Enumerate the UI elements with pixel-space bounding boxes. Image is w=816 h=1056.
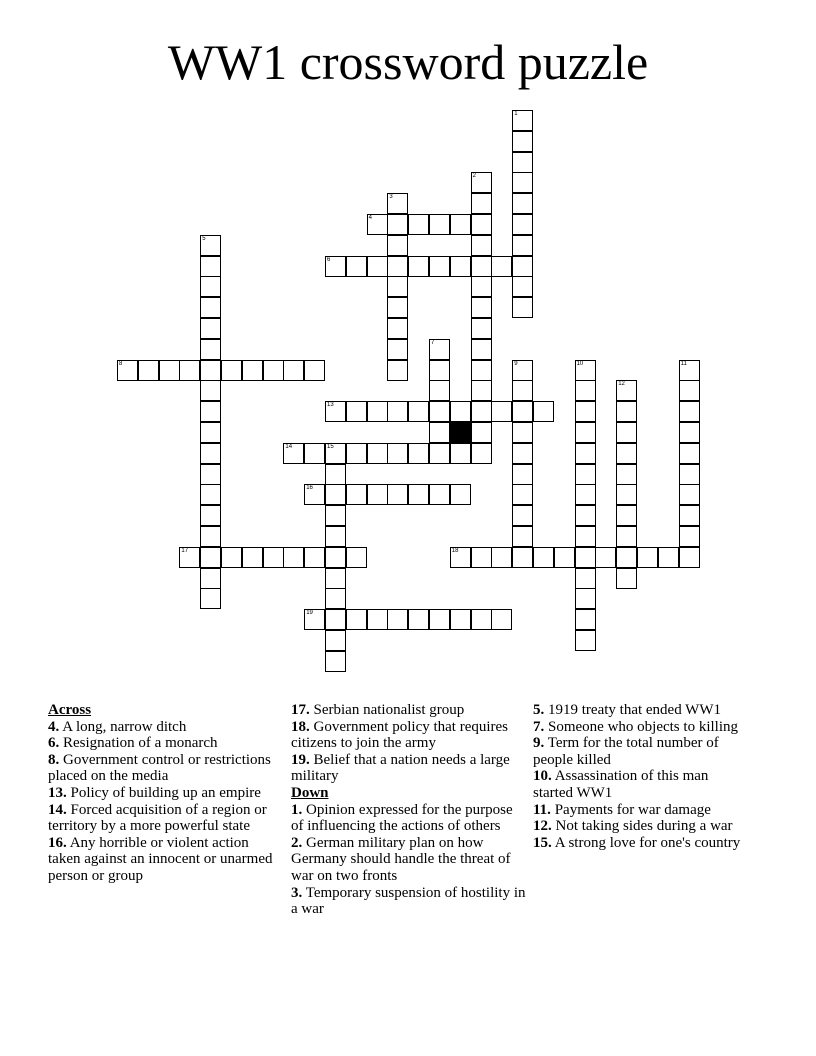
grid-cell[interactable] <box>450 443 471 464</box>
grid-cell[interactable] <box>450 484 471 505</box>
clue-across-16: 16. Any horrible or violent action taken against an innocent or unarmed person or group <box>48 834 273 884</box>
grid-cell[interactable] <box>200 464 221 485</box>
clues-column-3 <box>533 702 748 851</box>
clue-number-3: 3 <box>389 194 393 201</box>
grid-cell[interactable] <box>304 484 325 505</box>
grid-cell[interactable] <box>658 547 679 568</box>
clue-down-10: 10. Assassination of this man started WW1 <box>533 768 709 801</box>
grid-cell[interactable] <box>387 484 408 505</box>
grid-cell[interactable] <box>575 443 596 464</box>
clue-across-4: 4. A long, narrow ditch <box>48 718 187 735</box>
grid-cell[interactable] <box>679 547 700 568</box>
grid-cell[interactable] <box>512 256 533 277</box>
clue-number-18: 18 <box>451 547 459 554</box>
grid-cell[interactable] <box>637 547 658 568</box>
grid-cell[interactable] <box>471 256 492 277</box>
grid-cell[interactable] <box>491 401 512 422</box>
grid-cell[interactable] <box>471 235 492 256</box>
grid-cell[interactable] <box>346 401 367 422</box>
grid-cell[interactable] <box>325 401 346 422</box>
clue-number-19: 19 <box>306 610 313 617</box>
clue-down-2: 2. German military plan on how Germany should handle the threat of war on two fronts <box>291 834 511 884</box>
grid-cell[interactable] <box>325 256 346 277</box>
grid-cell[interactable] <box>471 193 492 214</box>
grid-cell[interactable] <box>491 609 512 630</box>
grid-cell[interactable] <box>387 256 408 277</box>
grid-cell[interactable] <box>200 401 221 422</box>
clue-down-12: 12. Not taking sides during a war <box>533 818 733 835</box>
clue-down-5: 5. 1919 treaty that ended WW1 <box>533 702 721 718</box>
grid-cell[interactable] <box>429 443 450 464</box>
grid-cell[interactable] <box>429 360 450 381</box>
grid-cell[interactable] <box>575 505 596 526</box>
grid-cell[interactable] <box>679 526 700 547</box>
grid-cell[interactable] <box>616 568 637 589</box>
grid-cell[interactable] <box>450 214 471 235</box>
grid-cell[interactable] <box>200 588 221 609</box>
grid-cell[interactable] <box>283 443 304 464</box>
clue-number-7: 7 <box>431 339 435 346</box>
grid-cell[interactable] <box>367 256 388 277</box>
grid-cell[interactable] <box>325 526 346 547</box>
clue-number-15: 15 <box>327 443 334 450</box>
grid-cell[interactable] <box>512 401 533 422</box>
grid-cell[interactable] <box>325 568 346 589</box>
page-title: WW1 crossword puzzle <box>167 34 649 90</box>
grid-cell[interactable] <box>512 276 533 297</box>
grid-cell[interactable] <box>491 256 512 277</box>
grid-cell[interactable] <box>387 193 408 214</box>
grid-cell[interactable] <box>325 588 346 609</box>
grid-cell[interactable] <box>575 380 596 401</box>
grid-cell[interactable] <box>575 464 596 485</box>
down-heading: Down <box>291 784 329 801</box>
grid-cell[interactable] <box>367 401 388 422</box>
black-square <box>450 422 471 443</box>
grid-cell[interactable] <box>200 297 221 318</box>
grid-cell[interactable] <box>283 360 304 381</box>
grid-cell[interactable] <box>575 588 596 609</box>
grid-cell[interactable] <box>325 651 346 672</box>
grid-cell[interactable] <box>387 360 408 381</box>
clue-down-15: 15. A strong love for one's country <box>533 834 741 851</box>
across-heading: Across <box>48 702 92 718</box>
grid-cell[interactable] <box>179 360 200 381</box>
clue-number-6: 6 <box>327 256 331 263</box>
grid-cell[interactable] <box>429 256 450 277</box>
grid-cell[interactable] <box>679 464 700 485</box>
grid-cell[interactable] <box>325 547 346 568</box>
grid-cell[interactable] <box>429 484 450 505</box>
grid-cell[interactable] <box>471 297 492 318</box>
clue-across-14: 14. Forced acquisition of a region or territory by a more powerful state <box>48 801 267 835</box>
grid-cell[interactable] <box>616 484 637 505</box>
grid-cell[interactable] <box>263 360 284 381</box>
grid-cell[interactable] <box>616 401 637 422</box>
grid-cell[interactable] <box>575 630 596 651</box>
grid-cell[interactable] <box>533 401 554 422</box>
grid-cell[interactable] <box>408 401 429 422</box>
grid-cell[interactable] <box>200 443 221 464</box>
grid-cell[interactable] <box>512 484 533 505</box>
grid-cell[interactable] <box>616 422 637 443</box>
grid-cell[interactable] <box>512 193 533 214</box>
grid-cell[interactable] <box>679 484 700 505</box>
grid-cell[interactable] <box>387 297 408 318</box>
grid-cell[interactable] <box>616 505 637 526</box>
grid-cell[interactable] <box>242 547 263 568</box>
grid-cell[interactable] <box>554 547 575 568</box>
grid-cell[interactable] <box>200 276 221 297</box>
grid-cell[interactable] <box>346 484 367 505</box>
grid-cell[interactable] <box>263 547 284 568</box>
grid-cell[interactable] <box>512 297 533 318</box>
grid-cell[interactable] <box>471 401 492 422</box>
grid-cell[interactable] <box>512 110 533 131</box>
grid-cell[interactable] <box>387 318 408 339</box>
grid-cell[interactable] <box>304 547 325 568</box>
grid-cell[interactable] <box>471 360 492 381</box>
grid-cell[interactable] <box>367 214 388 235</box>
grid-cell[interactable] <box>200 547 221 568</box>
grid-cell[interactable] <box>325 464 346 485</box>
clue-number-1: 1 <box>514 111 518 117</box>
grid-cell[interactable] <box>575 609 596 630</box>
grid-cell[interactable] <box>221 547 242 568</box>
grid-cell[interactable] <box>200 505 221 526</box>
grid-cell[interactable] <box>387 214 408 235</box>
grid-cell[interactable] <box>512 131 533 152</box>
grid-cell[interactable] <box>512 547 533 568</box>
clue-number-10: 10 <box>576 360 584 367</box>
grid-cell[interactable] <box>679 505 700 526</box>
clue-number-13: 13 <box>327 402 334 409</box>
grid-cell[interactable] <box>471 214 492 235</box>
clue-down-7: 7. Someone who objects to killing <box>533 718 738 735</box>
grid-cell[interactable] <box>200 256 221 277</box>
grid-cell[interactable] <box>387 235 408 256</box>
grid-cell[interactable] <box>387 276 408 297</box>
clue-down-1: 1. Opinion expressed for the purpose of influencing the actions of others <box>291 801 513 835</box>
clue-across-19: 19. Belief that a nation needs a large military <box>291 751 510 785</box>
grid-cell[interactable] <box>471 380 492 401</box>
grid-cell[interactable] <box>367 484 388 505</box>
grid-cell[interactable] <box>512 235 533 256</box>
clue-across-8: 8. Government control or restrictions placed on the media <box>48 751 271 785</box>
grid-cell[interactable] <box>575 568 596 589</box>
grid-cell[interactable] <box>616 547 637 568</box>
grid-cell[interactable] <box>575 526 596 547</box>
grid-cell[interactable] <box>575 401 596 422</box>
grid-cell[interactable] <box>429 609 450 630</box>
grid-cell[interactable] <box>471 172 492 193</box>
grid-cell[interactable] <box>408 256 429 277</box>
grid-cell[interactable] <box>346 443 367 464</box>
grid-cell[interactable] <box>367 443 388 464</box>
grid-cell[interactable] <box>595 547 616 568</box>
grid-cell[interactable] <box>512 443 533 464</box>
grid-cell[interactable] <box>304 609 325 630</box>
clue-number-5: 5 <box>202 235 206 242</box>
grid-cell[interactable] <box>450 401 471 422</box>
grid-cell[interactable] <box>616 380 637 401</box>
grid-cell[interactable] <box>200 360 221 381</box>
grid-cell[interactable] <box>138 360 159 381</box>
grid-cell[interactable] <box>616 464 637 485</box>
grid-cell[interactable] <box>679 380 700 401</box>
grid-cell[interactable] <box>179 547 200 568</box>
clue-across-13: 13. Policy of building up an empire <box>48 784 261 801</box>
clue-number-16: 16 <box>306 485 313 492</box>
grid-cell[interactable] <box>679 443 700 464</box>
grid-cell[interactable] <box>325 443 346 464</box>
grid-cell[interactable] <box>304 443 325 464</box>
grid-cell[interactable] <box>200 318 221 339</box>
clues-column-1 <box>48 702 280 885</box>
grid-cell[interactable] <box>429 380 450 401</box>
clue-number-12: 12 <box>618 381 625 388</box>
grid-cell[interactable] <box>325 484 346 505</box>
clue-down-9: 9. Term for the total number of people killed <box>533 735 719 768</box>
clue-number-9: 9 <box>514 360 518 367</box>
grid-cell[interactable] <box>283 547 304 568</box>
grid-cell[interactable] <box>616 443 637 464</box>
grid-cell[interactable] <box>471 339 492 360</box>
grid-cell[interactable] <box>346 256 367 277</box>
clue-across-18: 18. Government policy that requires citizens to join the army <box>291 718 509 752</box>
grid-cell[interactable] <box>616 526 637 547</box>
grid-cell[interactable] <box>450 256 471 277</box>
grid-cell[interactable] <box>575 547 596 568</box>
grid-cell[interactable] <box>512 152 533 173</box>
grid-cell[interactable] <box>512 526 533 547</box>
grid-cell[interactable] <box>200 526 221 547</box>
grid-cell[interactable] <box>200 568 221 589</box>
clue-number-17: 17 <box>181 547 189 554</box>
grid-cell[interactable] <box>325 609 346 630</box>
grid-cell[interactable] <box>575 422 596 443</box>
clue-down-3: 3. Temporary suspension of hostility in a war <box>291 884 526 918</box>
grid-cell[interactable] <box>679 360 700 381</box>
clue-number-11: 11 <box>680 360 687 367</box>
grid-cell[interactable] <box>429 214 450 235</box>
grid-cell[interactable] <box>408 484 429 505</box>
clue-number-2: 2 <box>472 173 476 180</box>
grid-cell[interactable] <box>575 484 596 505</box>
grid-cell[interactable] <box>408 609 429 630</box>
grid-cell[interactable] <box>512 214 533 235</box>
grid-cell[interactable] <box>512 464 533 485</box>
clue-down-11: 11. Payments for war damage <box>533 801 711 818</box>
clues-column-2 <box>291 702 527 918</box>
grid-cell[interactable] <box>387 401 408 422</box>
clue-number-4: 4 <box>368 215 372 221</box>
grid-cell[interactable] <box>367 609 388 630</box>
grid-cell[interactable] <box>450 547 471 568</box>
grid-cell[interactable] <box>471 443 492 464</box>
grid-cell[interactable] <box>679 401 700 422</box>
grid-cell[interactable] <box>512 360 533 381</box>
grid-cell[interactable] <box>575 360 596 381</box>
clue-number-14: 14 <box>285 443 293 450</box>
grid-cell[interactable] <box>117 360 138 381</box>
grid-cell[interactable] <box>471 422 492 443</box>
grid-cell[interactable] <box>512 505 533 526</box>
grid-cell[interactable] <box>325 505 346 526</box>
grid-cell[interactable] <box>471 547 492 568</box>
grid-cell[interactable] <box>429 401 450 422</box>
grid-cell[interactable] <box>429 339 450 360</box>
grid-cell[interactable] <box>408 443 429 464</box>
grid-cell[interactable] <box>346 547 367 568</box>
grid-cell[interactable] <box>512 172 533 193</box>
grid-cell[interactable] <box>429 422 450 443</box>
clue-across-17: 17. Serbian nationalist group <box>291 702 465 718</box>
grid-cell[interactable] <box>533 547 554 568</box>
grid-cell[interactable] <box>200 484 221 505</box>
grid-cell[interactable] <box>387 443 408 464</box>
grid-cell[interactable] <box>408 214 429 235</box>
grid-cell[interactable] <box>387 339 408 360</box>
grid-cell[interactable] <box>200 422 221 443</box>
grid-cell[interactable] <box>200 235 221 256</box>
grid-cell[interactable] <box>304 360 325 381</box>
grid-cell[interactable] <box>200 339 221 360</box>
grid-cell[interactable] <box>221 360 242 381</box>
grid-cell[interactable] <box>512 422 533 443</box>
clue-across-6: 6. Resignation of a monarch <box>48 735 218 752</box>
grid-cell[interactable] <box>346 609 367 630</box>
grid-cell[interactable] <box>325 630 346 651</box>
grid-cell[interactable] <box>200 380 221 401</box>
grid-cell[interactable] <box>471 276 492 297</box>
grid-cell[interactable] <box>471 609 492 630</box>
grid-cell[interactable] <box>159 360 180 381</box>
grid-cell[interactable] <box>450 609 471 630</box>
grid-cell[interactable] <box>387 609 408 630</box>
grid-cell[interactable] <box>679 422 700 443</box>
grid-cell[interactable] <box>512 380 533 401</box>
grid-cell[interactable] <box>491 547 512 568</box>
grid-cell[interactable] <box>471 318 492 339</box>
grid-cell[interactable] <box>242 360 263 381</box>
clue-number-8: 8 <box>119 360 123 367</box>
